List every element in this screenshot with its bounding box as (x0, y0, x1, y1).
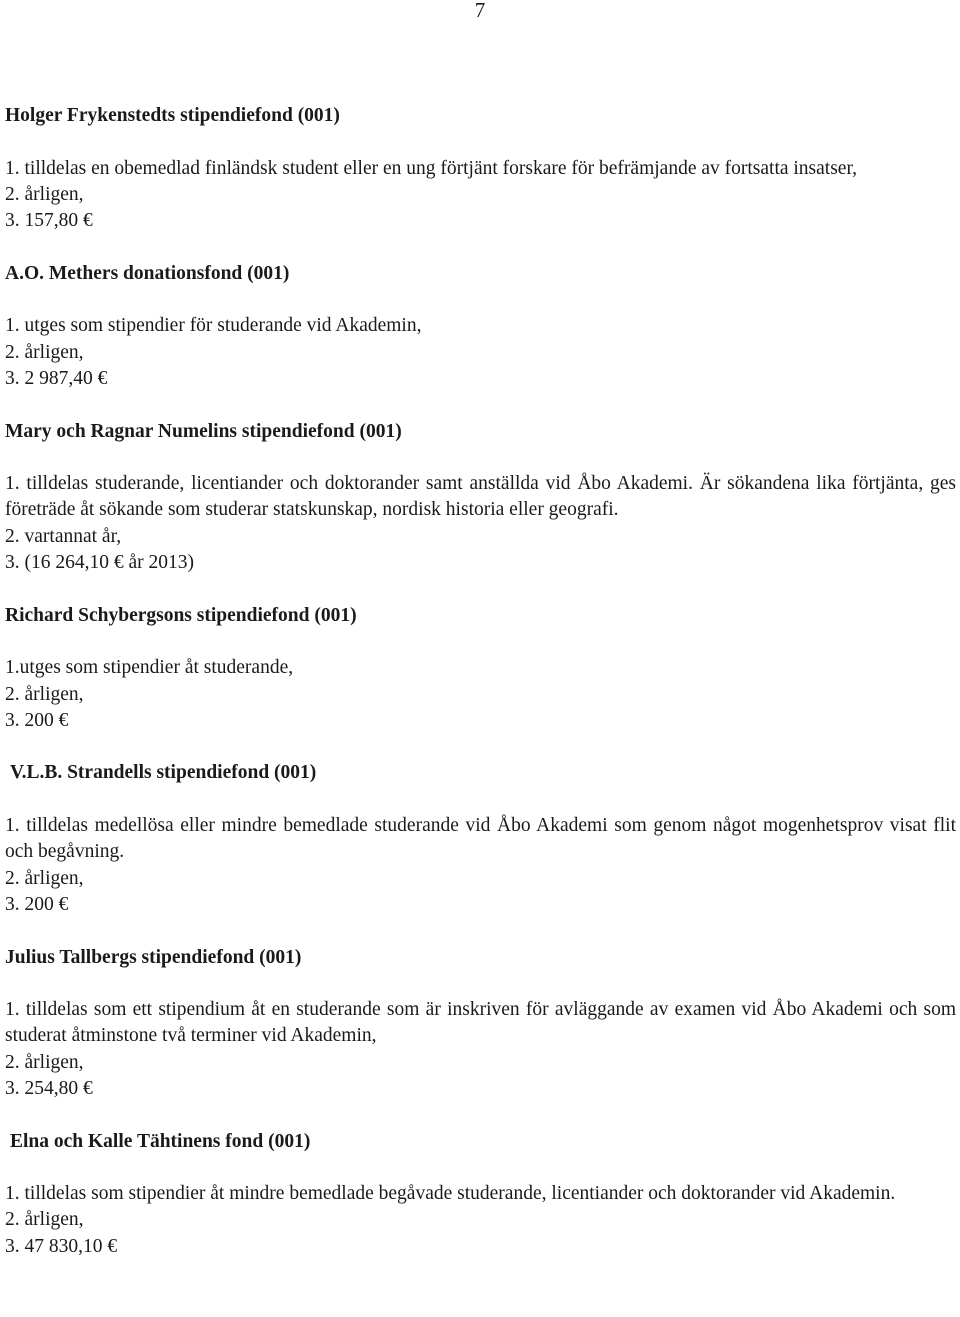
page-number: 7 (474, 0, 486, 22)
fund-entry (5, 945, 956, 1103)
fund-purpose: 1. tilldelas studerande, licentiander och doktorander samt anställda vid Åbo Akademi. Är sökandena lika förtjänta, ges företräde åt sökande som studerar statskunskap, nordisk historia eller geografi. (5, 473, 956, 521)
fund-frequency: 2. årligen, (5, 683, 84, 705)
fund-entry (5, 261, 956, 392)
fund-title: V.L.B. Strandells stipendiefond (001) (10, 762, 317, 784)
fund-amount: 3. 254,80 € (5, 1077, 93, 1099)
fund-title: Mary och Ragnar Numelins stipendiefond (001) (5, 420, 402, 442)
fund-frequency: 2. vartannat år, (5, 525, 122, 547)
fund-amount: 3. (16 264,10 € år 2013) (5, 552, 195, 574)
fund-purpose: 1. utges som stipendier för studerande vid Akademin, (5, 315, 422, 337)
fund-frequency: 2. årligen, (5, 1051, 84, 1073)
fund-amount: 3. 157,80 € (5, 210, 93, 232)
fund-title: Elna och Kalle Tähtinens fond (001) (10, 1130, 311, 1152)
fund-purpose: 1. tilldelas en obemedlad finländsk student eller en ung förtjänt forskare för befrämjande av fortsatta insatser, (5, 157, 858, 179)
fund-amount: 3. 47 830,10 € (5, 1235, 118, 1257)
fund-frequency: 2. årligen, (5, 1209, 84, 1231)
fund-entry (5, 1129, 956, 1260)
fund-entry (5, 103, 956, 234)
fund-entry (5, 419, 956, 577)
fund-purpose: 1. tilldelas som ett stipendium åt en studerande som är inskriven för avläggande av examen vid Åbo Akademi och som studerat åtminstone två terminer vid Akademin, (5, 999, 956, 1047)
fund-frequency: 2. årligen, (5, 867, 84, 889)
fund-purpose: 1. tilldelas medellösa eller mindre bemedlade studerande vid Åbo Akademi som genom något mogenhetsprov visat flit och begåvning. (5, 815, 956, 863)
fund-amount: 3. 200 € (5, 709, 69, 731)
fund-title: Holger Frykenstedts stipendiefond (001) (5, 105, 340, 126)
fund-amount: 3. 200 € (5, 893, 69, 915)
fund-title: Julius Tallbergs stipendiefond (001) (5, 946, 302, 968)
document-body (5, 103, 956, 1286)
fund-frequency: 2. årligen, (5, 183, 84, 205)
fund-purpose: 1. tilldelas som stipendier åt mindre bemedlade begåvade studerande, licentiander och doktorander vid Akademin. (5, 1183, 896, 1205)
fund-title: A.O. Methers donationsfond (001) (5, 262, 290, 284)
fund-frequency: 2. årligen, (5, 341, 84, 363)
fund-purpose: 1.utges som stipendier åt studerande, (5, 657, 294, 679)
fund-entry (5, 760, 956, 918)
fund-title: Richard Schybergsons stipendiefond (001) (5, 604, 357, 626)
fund-amount: 3. 2 987,40 € (5, 367, 108, 389)
fund-entry (5, 603, 956, 734)
